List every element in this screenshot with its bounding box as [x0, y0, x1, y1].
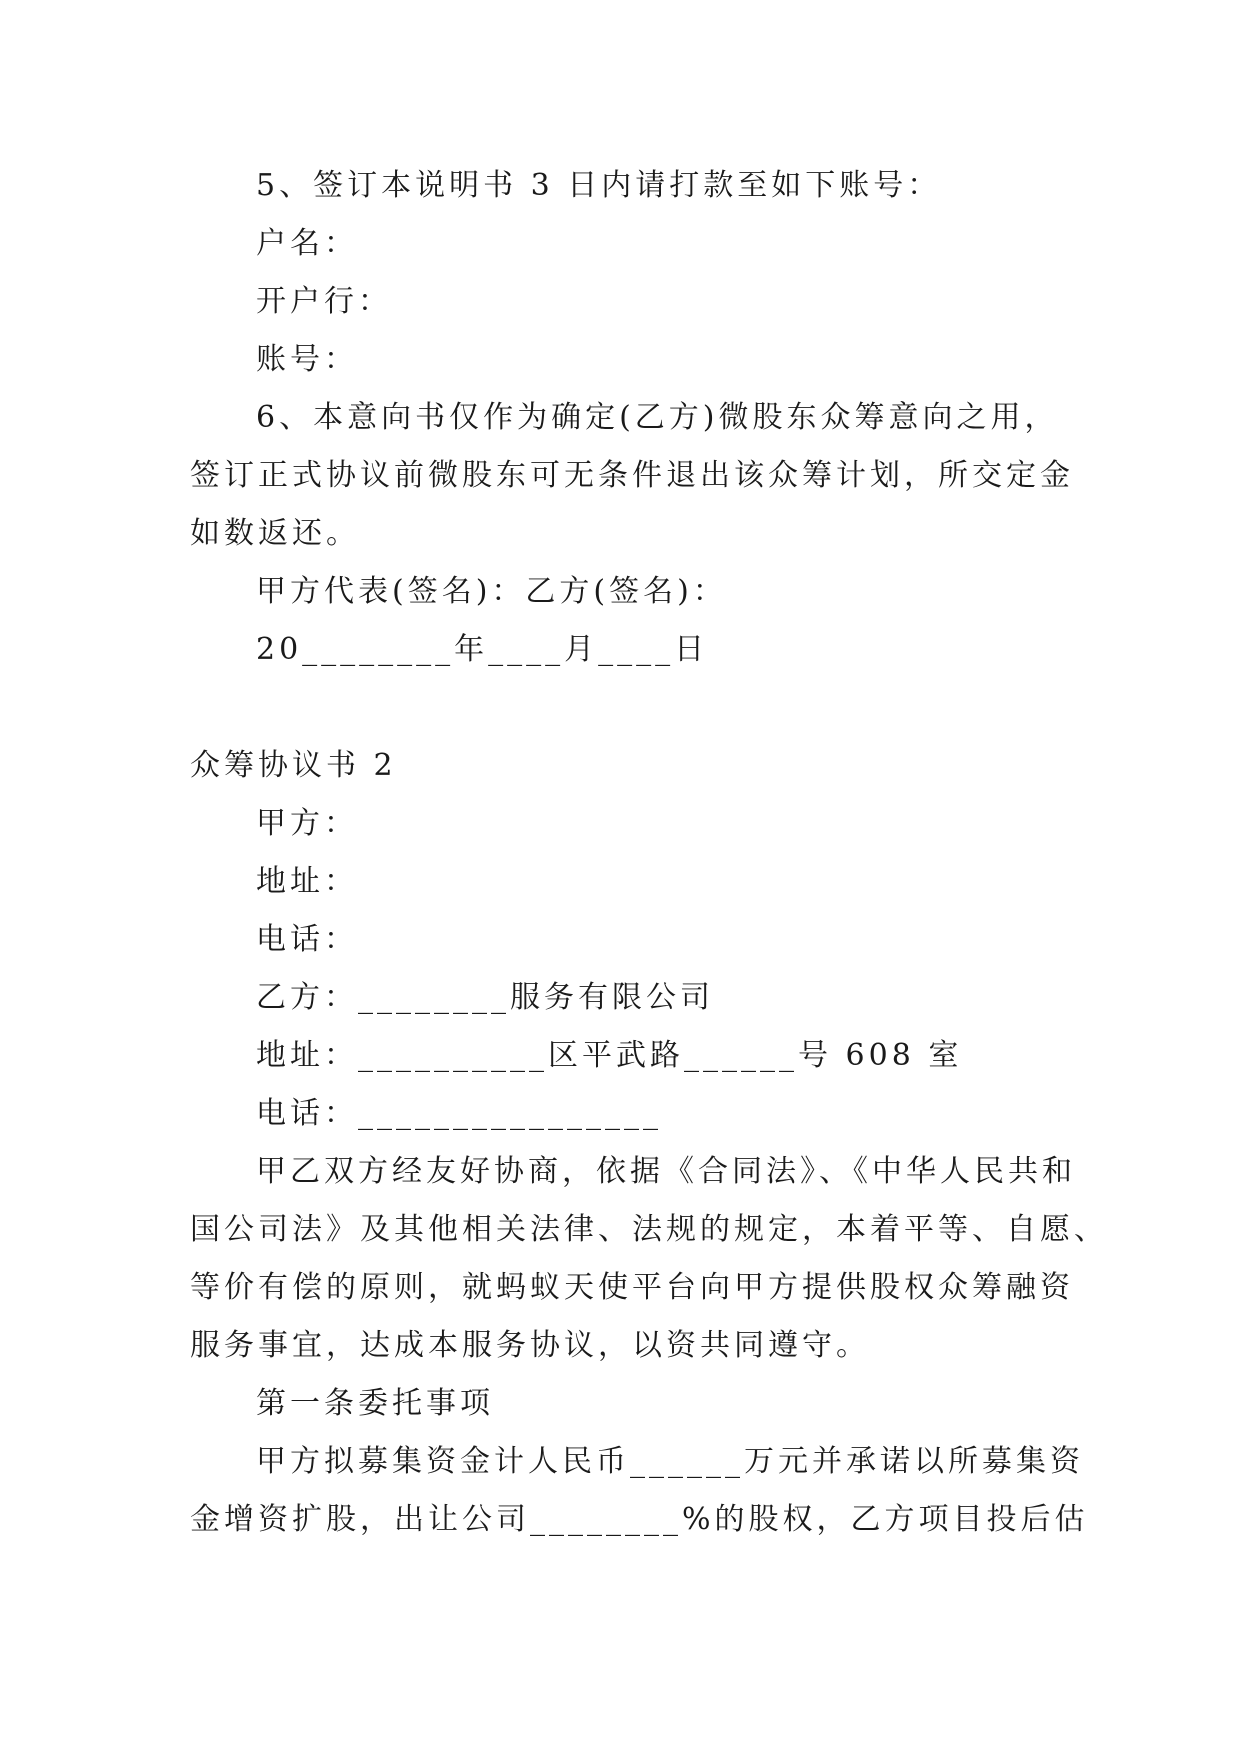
party-b-label: 乙方：________服务有限公司 — [256, 980, 714, 1015]
preamble-line-1: 甲乙双方经友好协商，依据《合同法》、《中华人民共和 — [256, 1154, 1076, 1189]
party-b-phone: 电话：________________ — [256, 1096, 662, 1131]
party-a-phone: 电话： — [256, 922, 358, 957]
article-1-line-1: 甲方拟募集资金计人民币______万元并承诺以所募集资 — [256, 1444, 1084, 1479]
account-number-field: 账号： — [256, 342, 358, 377]
party-a-label: 甲方： — [256, 806, 358, 841]
bank-field: 开户行： — [256, 284, 392, 319]
clause-5-payment: 5、签订本说明书 3 日内请打款至如下账号： — [256, 168, 942, 203]
signature-line: 甲方代表(签名)：乙方(签名)： — [256, 574, 727, 609]
clause-6-line-1: 6、本意向书仅作为确定(乙方)微股东众筹意向之用， — [256, 400, 1059, 435]
party-b-address: 地址：__________区平武路______号 608 室 — [256, 1038, 963, 1073]
account-name-field: 户名： — [256, 226, 358, 261]
party-a-address: 地址： — [256, 864, 358, 899]
date-line: 20________年____月____日 — [256, 632, 709, 667]
preamble-line-2: 国公司法》及其他相关法律、法规的规定，本着平等、自愿、 — [190, 1212, 1108, 1247]
preamble-line-4: 服务事宜，达成本服务协议，以资共同遵守。 — [190, 1328, 870, 1363]
article-1-line-2: 金增资扩股，出让公司________%的股权，乙方项目投后估 — [190, 1502, 1089, 1537]
clause-6-line-3: 如数返还。 — [190, 516, 360, 551]
preamble-line-3: 等价有偿的原则，就蚂蚁天使平台向甲方提供股权众筹融资 — [190, 1270, 1074, 1305]
clause-6-line-2: 签订正式协议前微股东可无条件退出该众筹计划，所交定金 — [190, 458, 1074, 493]
agreement-title: 众筹协议书 2 — [190, 748, 397, 783]
article-1-heading: 第一条委托事项 — [256, 1386, 494, 1421]
